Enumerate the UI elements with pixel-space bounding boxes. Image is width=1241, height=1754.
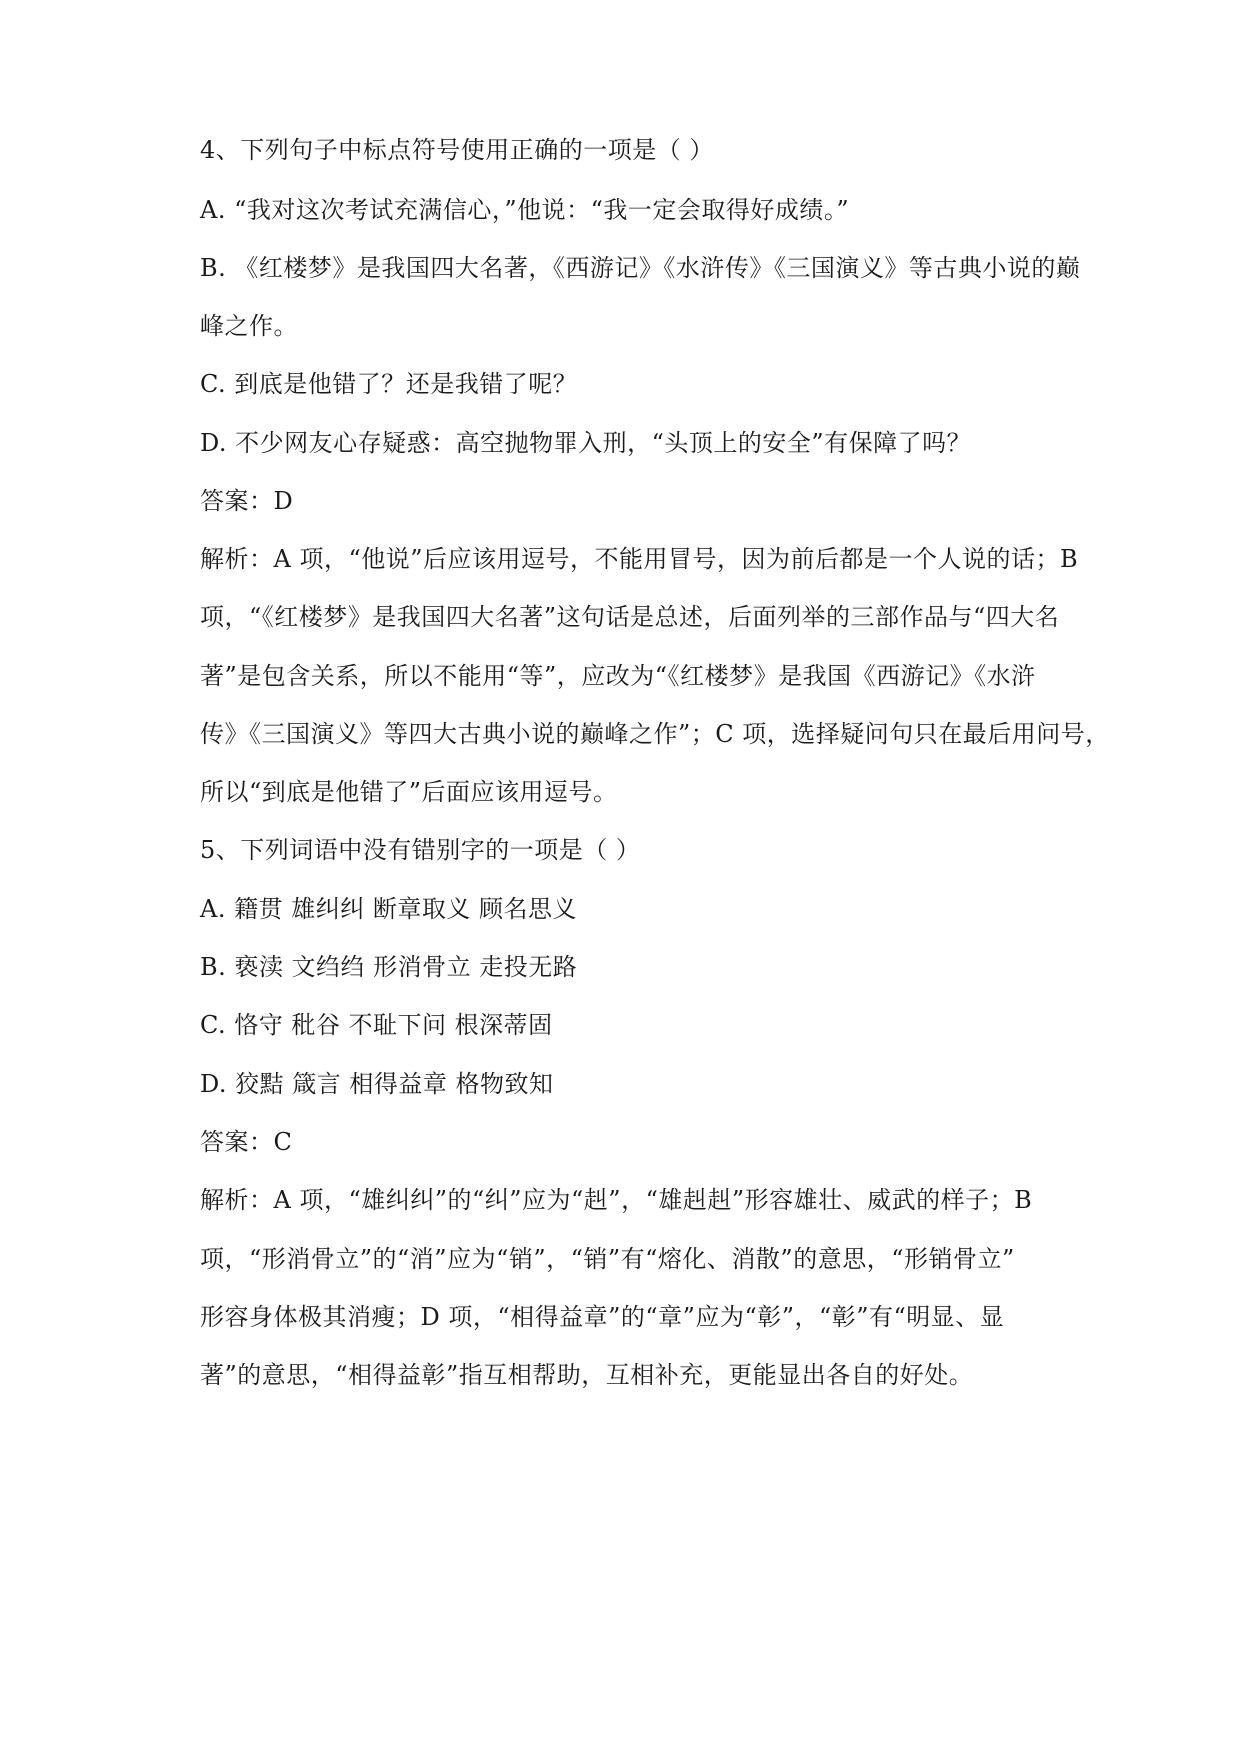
q5-option-c: C. 恪守 秕谷 不耻下问 根深蒂固 [200,1011,553,1039]
q5-analysis-line: 著”的意思，“相得益彰”指互相帮助，互相补充，更能显出各自的好处。 [200,1361,974,1389]
q4-option-b-line1: B. 《红楼梦》是我国四大名著，《西游记》《水浒传》《三国演义》等古典小说的巅 [200,254,1081,282]
q5-analysis-line: 形容身体极其消瘦；D 项，“相得益章”的“章”应为“彰”，“彰”有“明显、显 [200,1303,1005,1331]
q4-option-c: C. 到底是他错了？还是我错了呢？ [200,370,578,398]
q5-option-b: B. 亵渎 文绉绉 形消骨立 走投无路 [200,953,578,981]
q4-option-d: D. 不少网友心存疑惑：高空抛物罪入刑，“头顶上的安全”有保障了吗？ [200,429,972,457]
q5-option-d: D. 狡黠 箴言 相得益章 格物致知 [200,1070,554,1098]
q4-option-b-line2: 峰之作。 [200,312,298,340]
q5-analysis-line: 项，“形消骨立”的“消”应为“销”，“销”有“熔化、消散”的意思，“形销骨立” [200,1245,1015,1273]
q4-option-a: A. “我对这次考试充满信心，”他说：“我一定会取得好成绩。” [200,196,850,224]
q4-analysis-line: 项，“《红楼梦》是我国四大名著”这句话是总述，后面列举的三部作品与“四大名 [200,603,1060,631]
q5-analysis-line: 解析：A 项，“雄纠纠”的“纠”应为“赳”，“雄赳赳”形容雄壮、威武的样子；B [200,1186,1033,1214]
q4-analysis-line: 所以“到底是他错了”后面应该用逗号。 [200,778,618,806]
q4-answer: 答案：D [200,487,294,515]
q4-analysis-line: 传》《三国演义》等四大古典小说的巅峰之作”；C 项，选择疑问句只在最后用问号， [200,720,1110,748]
q5-answer: 答案：C [200,1128,293,1156]
question-5: 5、下列词语中没有错别字的一项是（ ） [200,836,641,864]
q5-option-a: A. 籍贯 雄纠纠 断章取义 顾名思义 [200,895,577,923]
question-4: 4、下列句子中标点符号使用正确的一项是（ ） [200,136,714,164]
q4-analysis-line: 解析：A 项，“他说”后应该用逗号，不能用冒号，因为前后都是一个人说的话；B [200,545,1079,573]
q4-analysis-line: 著”是包含关系，所以不能用“等”，应改为“《红楼梦》是我国《西游记》《水浒 [200,662,1036,690]
